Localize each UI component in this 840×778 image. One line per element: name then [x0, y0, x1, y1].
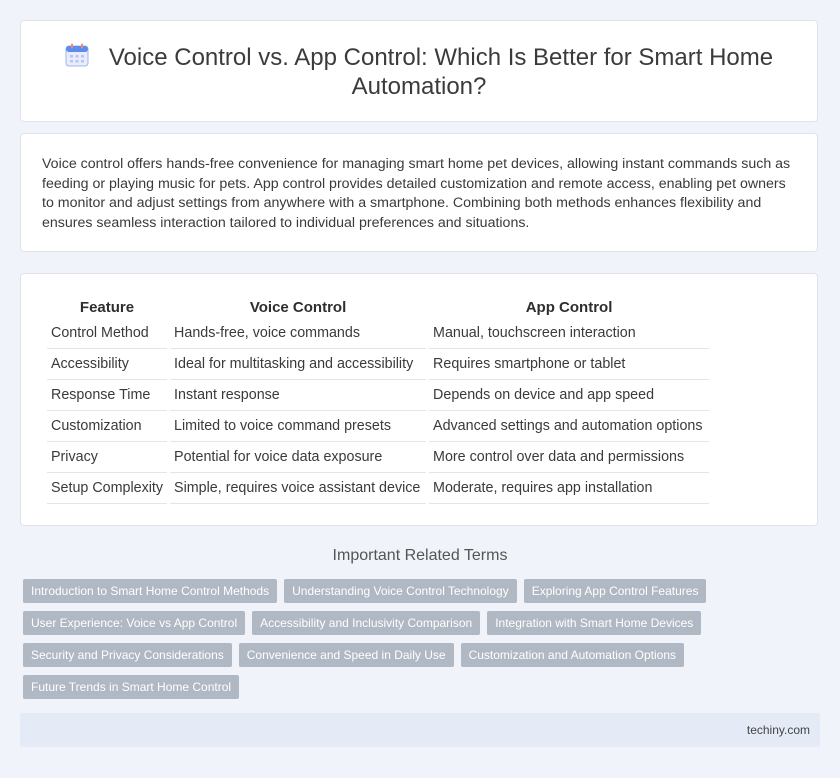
- table-cell: Response Time: [47, 380, 167, 411]
- header-voice-control: Voice Control: [249, 298, 347, 316]
- tag-link[interactable]: User Experience: Voice vs App Control: [23, 611, 245, 635]
- table-row: [47, 349, 709, 380]
- table-header-row: [47, 296, 709, 318]
- table-cell: Control Method: [47, 318, 167, 349]
- table-cell: Ideal for multitasking and accessibility: [170, 349, 426, 380]
- table-cell: Manual, touchscreen interaction: [429, 318, 709, 349]
- table-cell: Hands-free, voice commands: [170, 318, 426, 349]
- footer-site-link[interactable]: techiny.com: [746, 723, 810, 737]
- footer-bar: [20, 713, 820, 747]
- table-cell: More control over data and permissions: [429, 442, 709, 473]
- table-cell: Instant response: [170, 380, 426, 411]
- page-title: Voice Control vs. App Control: Which Is Better for Smart Home Automation?: [108, 44, 774, 100]
- header-app-control: App Control: [525, 298, 613, 316]
- title-card: [20, 20, 818, 122]
- table-cell: Customization: [47, 411, 167, 442]
- table-cell: Simple, requires voice assistant device: [170, 473, 426, 504]
- related-terms-title: Important Related Terms: [332, 547, 508, 564]
- intro-paragraph: Voice control offers hands-free convenience for managing smart home pet devices, allowing instant commands such as feeding or playing music for pets. App control provides detailed customization and remote access, enabling pet owners to monitor and adjust settings from anywhere with a smartphone. Combining both methods enhances flexibility and ensures seamless interaction tailored to individual preferences and situations.: [42, 156, 791, 231]
- table-cell: Advanced settings and automation options: [429, 411, 709, 442]
- table-row: [47, 380, 709, 411]
- tag-link[interactable]: Convenience and Speed in Daily Use: [239, 643, 454, 667]
- comparison-card: [20, 273, 818, 526]
- tag-link[interactable]: Integration with Smart Home Devices: [487, 611, 701, 635]
- related-terms-tags: [23, 579, 723, 707]
- table-row: [47, 411, 709, 442]
- table-cell: Potential for voice data exposure: [170, 442, 426, 473]
- table-row: [47, 473, 709, 504]
- table-cell: Setup Complexity: [47, 473, 167, 504]
- tag-link[interactable]: Introduction to Smart Home Control Methods: [23, 579, 277, 603]
- calendar-icon: [65, 43, 89, 67]
- table-row: [47, 442, 709, 473]
- table-cell: Privacy: [47, 442, 167, 473]
- tag-link[interactable]: Understanding Voice Control Technology: [284, 579, 517, 603]
- table-cell: Moderate, requires app installation: [429, 473, 709, 504]
- tag-link[interactable]: Accessibility and Inclusivity Comparison: [252, 611, 480, 635]
- tag-link[interactable]: Future Trends in Smart Home Control: [23, 675, 239, 699]
- table-row: [47, 318, 709, 349]
- table-cell: Limited to voice command presets: [170, 411, 426, 442]
- comparison-table: [44, 296, 712, 504]
- page-title-wrap: [21, 43, 817, 101]
- tag-link[interactable]: Customization and Automation Options: [461, 643, 684, 667]
- table-cell: Accessibility: [47, 349, 167, 380]
- tag-link[interactable]: Exploring App Control Features: [524, 579, 707, 603]
- table-cell: Requires smartphone or tablet: [429, 349, 709, 380]
- table-cell: Depends on device and app speed: [429, 380, 709, 411]
- tag-link[interactable]: Security and Privacy Considerations: [23, 643, 232, 667]
- header-feature: Feature: [79, 298, 135, 316]
- intro-card: [20, 133, 818, 252]
